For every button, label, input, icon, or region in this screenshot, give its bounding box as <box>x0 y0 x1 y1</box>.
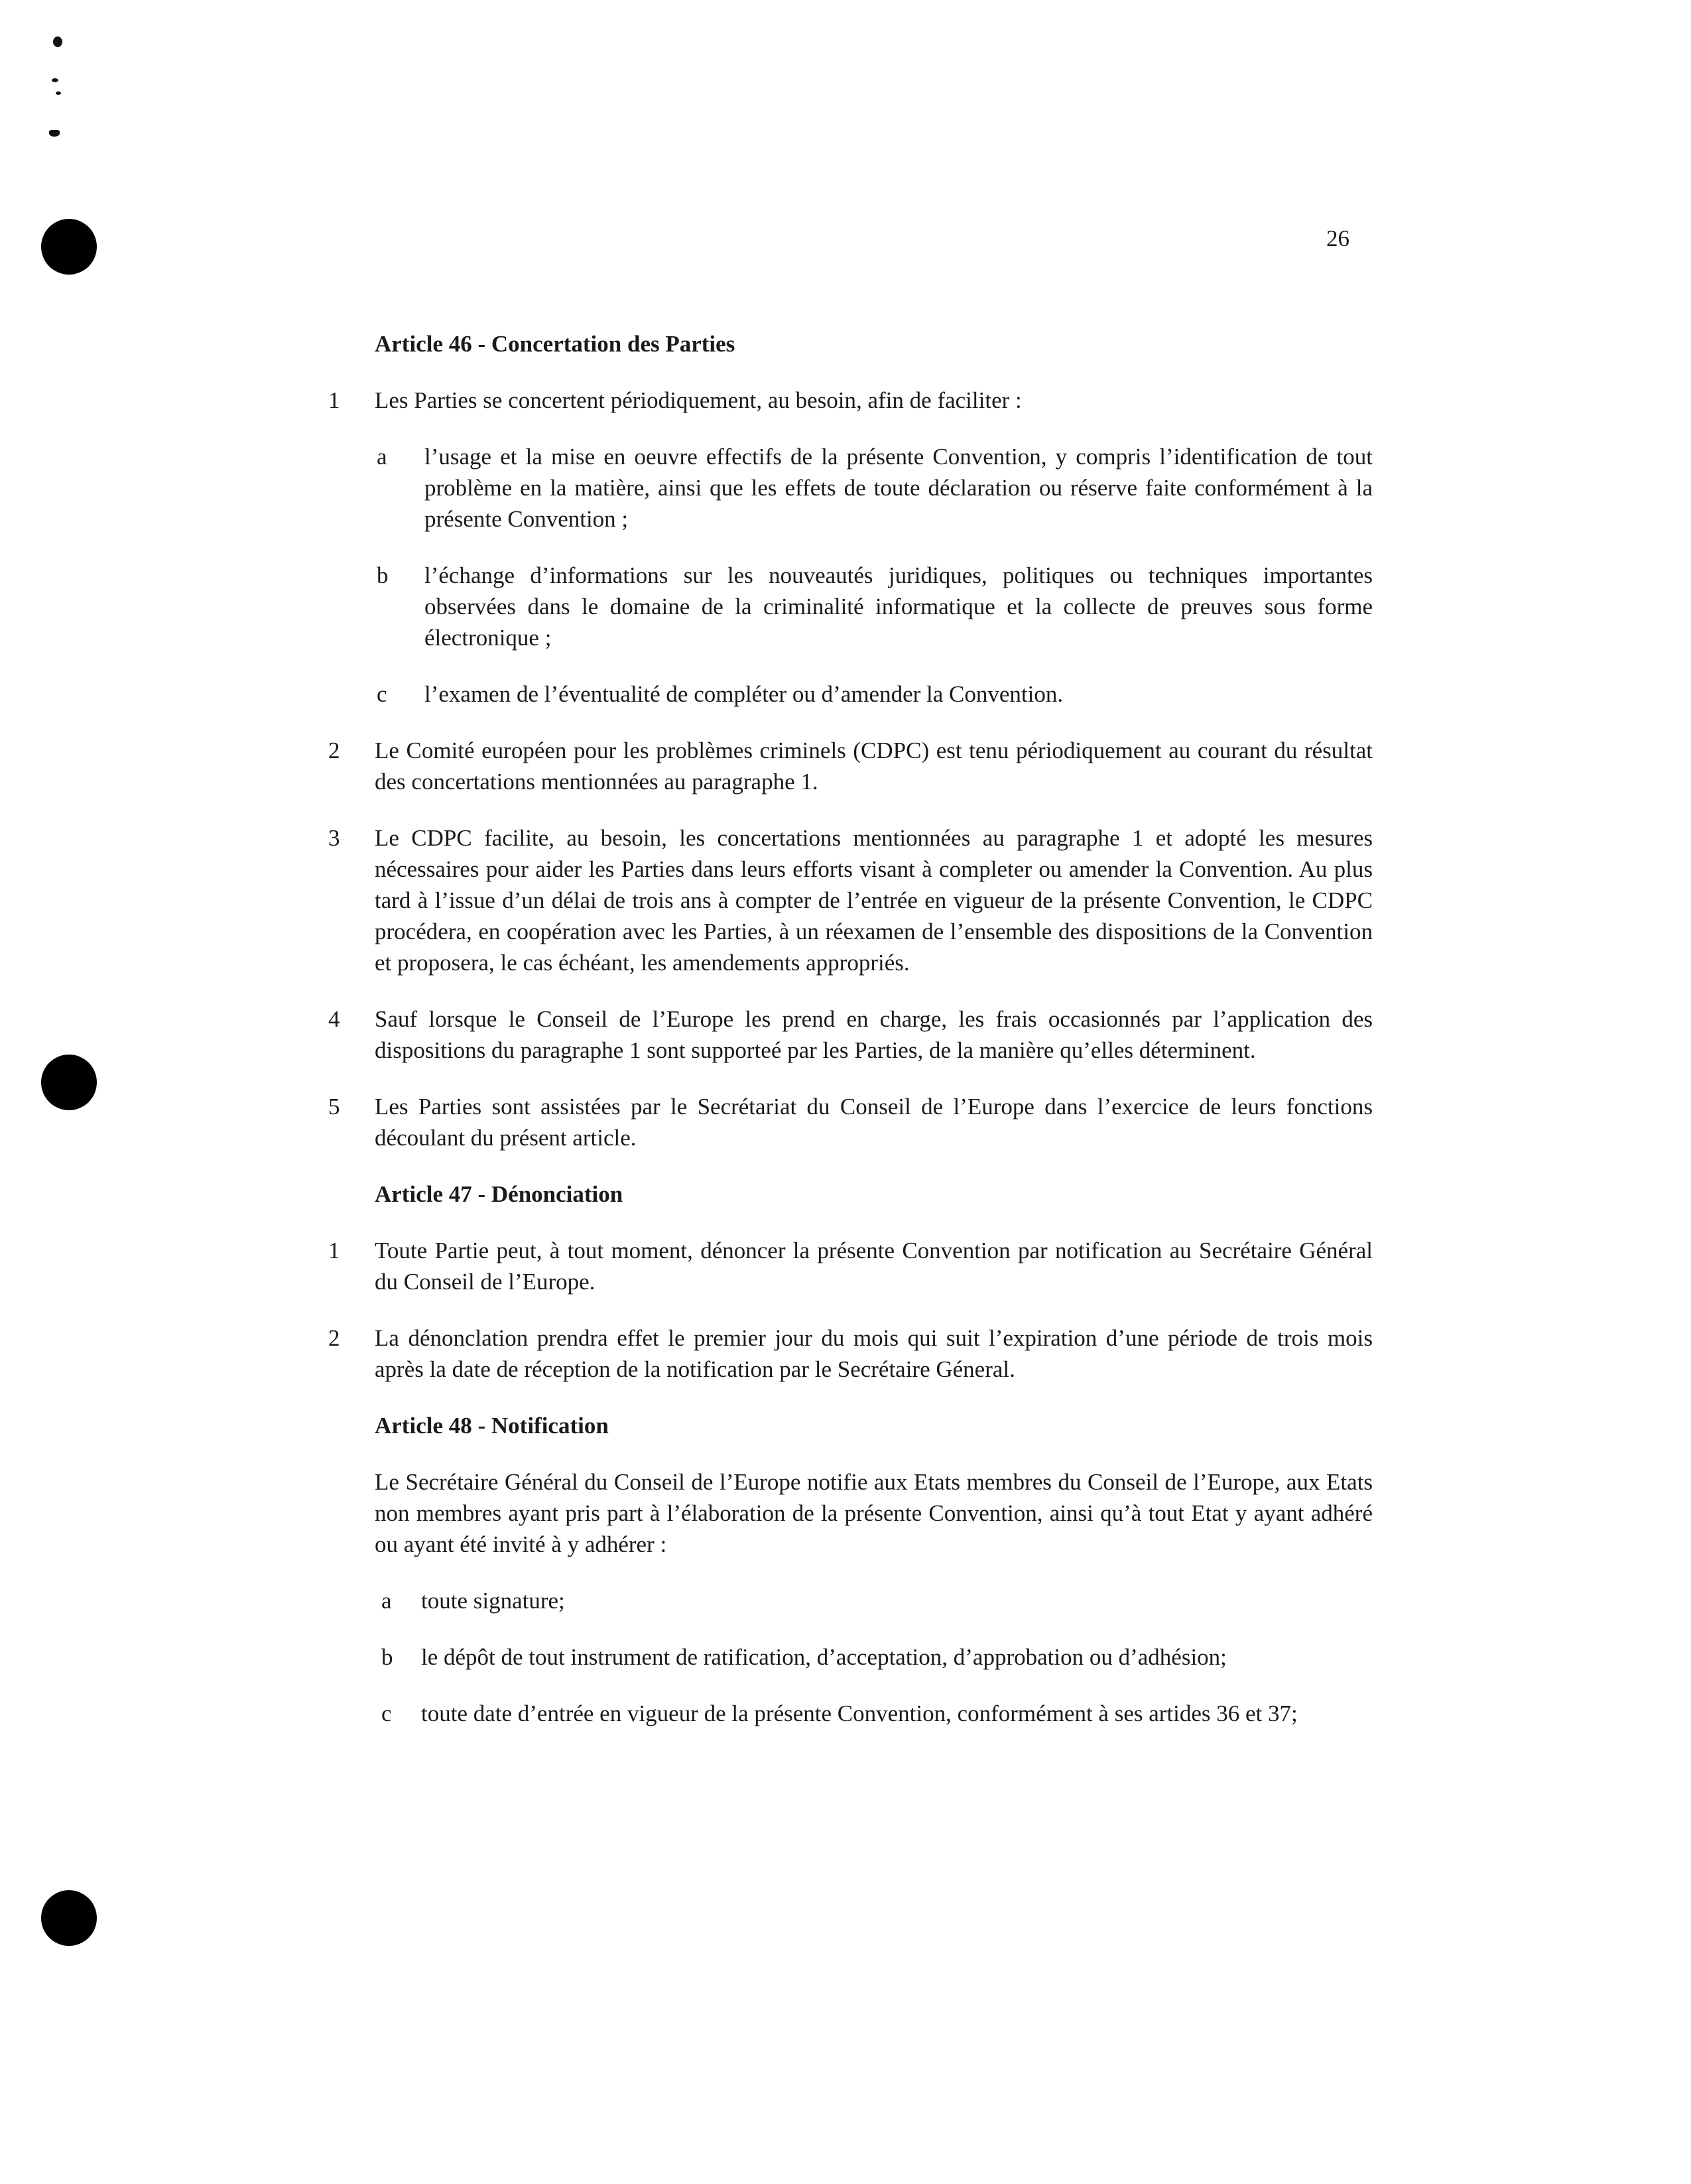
article-48-item-b <box>318 1641 1373 1673</box>
article-48-intro: Le Secrétaire Général du Conseil de l’Europe notifie aux Etats membres du Conseil de l’Europe, aux Etats non membres ayant pris part à l’élaboration de la présente Convention, ainsi qu’à tout Etat y ayant adhéré ou ayant été invité à y adhérer : <box>375 1469 1373 1557</box>
paragraph-text: Les Parties se concertent périodiquement, au besoin, afin de faciliter : <box>375 387 1022 413</box>
punch-hole <box>41 219 97 275</box>
scan-speck <box>49 130 60 137</box>
article-46-item-a <box>318 441 1373 535</box>
scan-speck <box>56 92 61 95</box>
document-body <box>318 328 1373 1754</box>
article-48-heading: Article 48 - Notification <box>375 1413 609 1439</box>
paragraph-number: 2 <box>328 1325 340 1351</box>
item-letter: b <box>377 562 389 588</box>
item-text: toute signature; <box>421 1588 565 1614</box>
article-46-item-b <box>318 560 1373 653</box>
punch-hole <box>41 1890 97 1946</box>
paragraph-text: Toute Partie peut, à tout moment, dénoncer la présente Convention par notification au Secrétaire Général du Conseil de l’Europe. <box>375 1238 1373 1295</box>
paragraph-number: 2 <box>328 738 340 763</box>
article-47-heading: Article 47 - Dénonciation <box>375 1181 623 1207</box>
article-46-paragraph-2 <box>318 735 1373 797</box>
paragraph-number: 1 <box>328 1238 340 1263</box>
item-text: l’usage et la mise en oeuvre effectifs de la présente Convention, y compris l’identification de tout problème en la matière, ainsi que les effets de toute déclaration ou réserve faite conformément à la présente Convention ; <box>424 444 1373 532</box>
article-46-heading: Article 46 - Concertation des Parties <box>375 331 735 357</box>
article-47-paragraph-1 <box>318 1235 1373 1297</box>
punch-hole <box>41 1055 97 1110</box>
item-letter: c <box>377 681 387 707</box>
item-text: le dépôt de tout instrument de ratification, d’acceptation, d’approbation ou d’adhésion; <box>421 1644 1227 1670</box>
article-46-item-c <box>318 678 1373 710</box>
paragraph-text: Les Parties sont assistées par le Secrétariat du Conseil de l’Europe dans l’exercice de leurs fonctions découlant du présent article. <box>375 1094 1373 1151</box>
item-letter: a <box>381 1588 392 1614</box>
article-46-paragraph-1 <box>318 385 1373 416</box>
paragraph-text: Le CDPC facilite, au besoin, les concertations mentionnées au paragraphe 1 et adopté les mesures nécessaires pour aider les Parties dans leurs efforts visant à completer ou amender la Convention. Au plus tard à l’issue d’un délai de trois ans à compter de l’entrée en vigueur de la présente Convention, le CDPC procédera, en coopération avec les Parties, à un réexamen de l’ensemble des dispositions de la Convention et proposera, le cas échéant, les amendements appropriés. <box>375 825 1373 976</box>
item-text: l’échange d’informations sur les nouveautés juridiques, politiques ou techniques importantes observées dans le domaine de la criminalité informatique et la collecte de preuves sous forme électronique ; <box>424 562 1373 651</box>
scan-speck <box>52 78 58 82</box>
paragraph-number: 5 <box>328 1094 340 1120</box>
article-46-paragraph-5 <box>318 1091 1373 1153</box>
item-text: toute date d’entrée en vigueur de la présente Convention, conformément à ses artides 36 et 37; <box>421 1701 1298 1726</box>
item-text: l’examen de l’éventualité de compléter ou d’amender la Convention. <box>424 681 1064 707</box>
item-letter: a <box>377 444 387 470</box>
paragraph-text: Sauf lorsque le Conseil de l’Europe les prend en charge, les frais occasionnés par l’application des dispositions du paragraphe 1 sont supporteé par les Parties, de la manière qu’elles déterminent. <box>375 1006 1373 1063</box>
item-letter: c <box>381 1701 392 1726</box>
paragraph-text: La dénonclation prendra effet le premier jour du mois qui suit l’expiration d’une période de trois mois après la date de réception de la notification par le Secrétaire Géneral. <box>375 1325 1373 1382</box>
paragraph-number: 3 <box>328 825 340 851</box>
paragraph-text: Le Comité européen pour les problèmes criminels (CDPC) est tenu périodiquement au courant du résultat des concertations mentionnées au paragraphe 1. <box>375 738 1373 795</box>
article-46-paragraph-4 <box>318 1003 1373 1066</box>
paragraph-number: 1 <box>328 387 340 413</box>
article-48-item-a <box>318 1585 1373 1616</box>
article-47-paragraph-2 <box>318 1322 1373 1385</box>
item-letter: b <box>381 1644 393 1670</box>
article-48-item-c <box>318 1698 1373 1729</box>
scan-speck <box>53 36 62 47</box>
paragraph-number: 4 <box>328 1006 340 1032</box>
article-46-paragraph-3 <box>318 822 1373 978</box>
page-number: 26 <box>1326 225 1349 251</box>
